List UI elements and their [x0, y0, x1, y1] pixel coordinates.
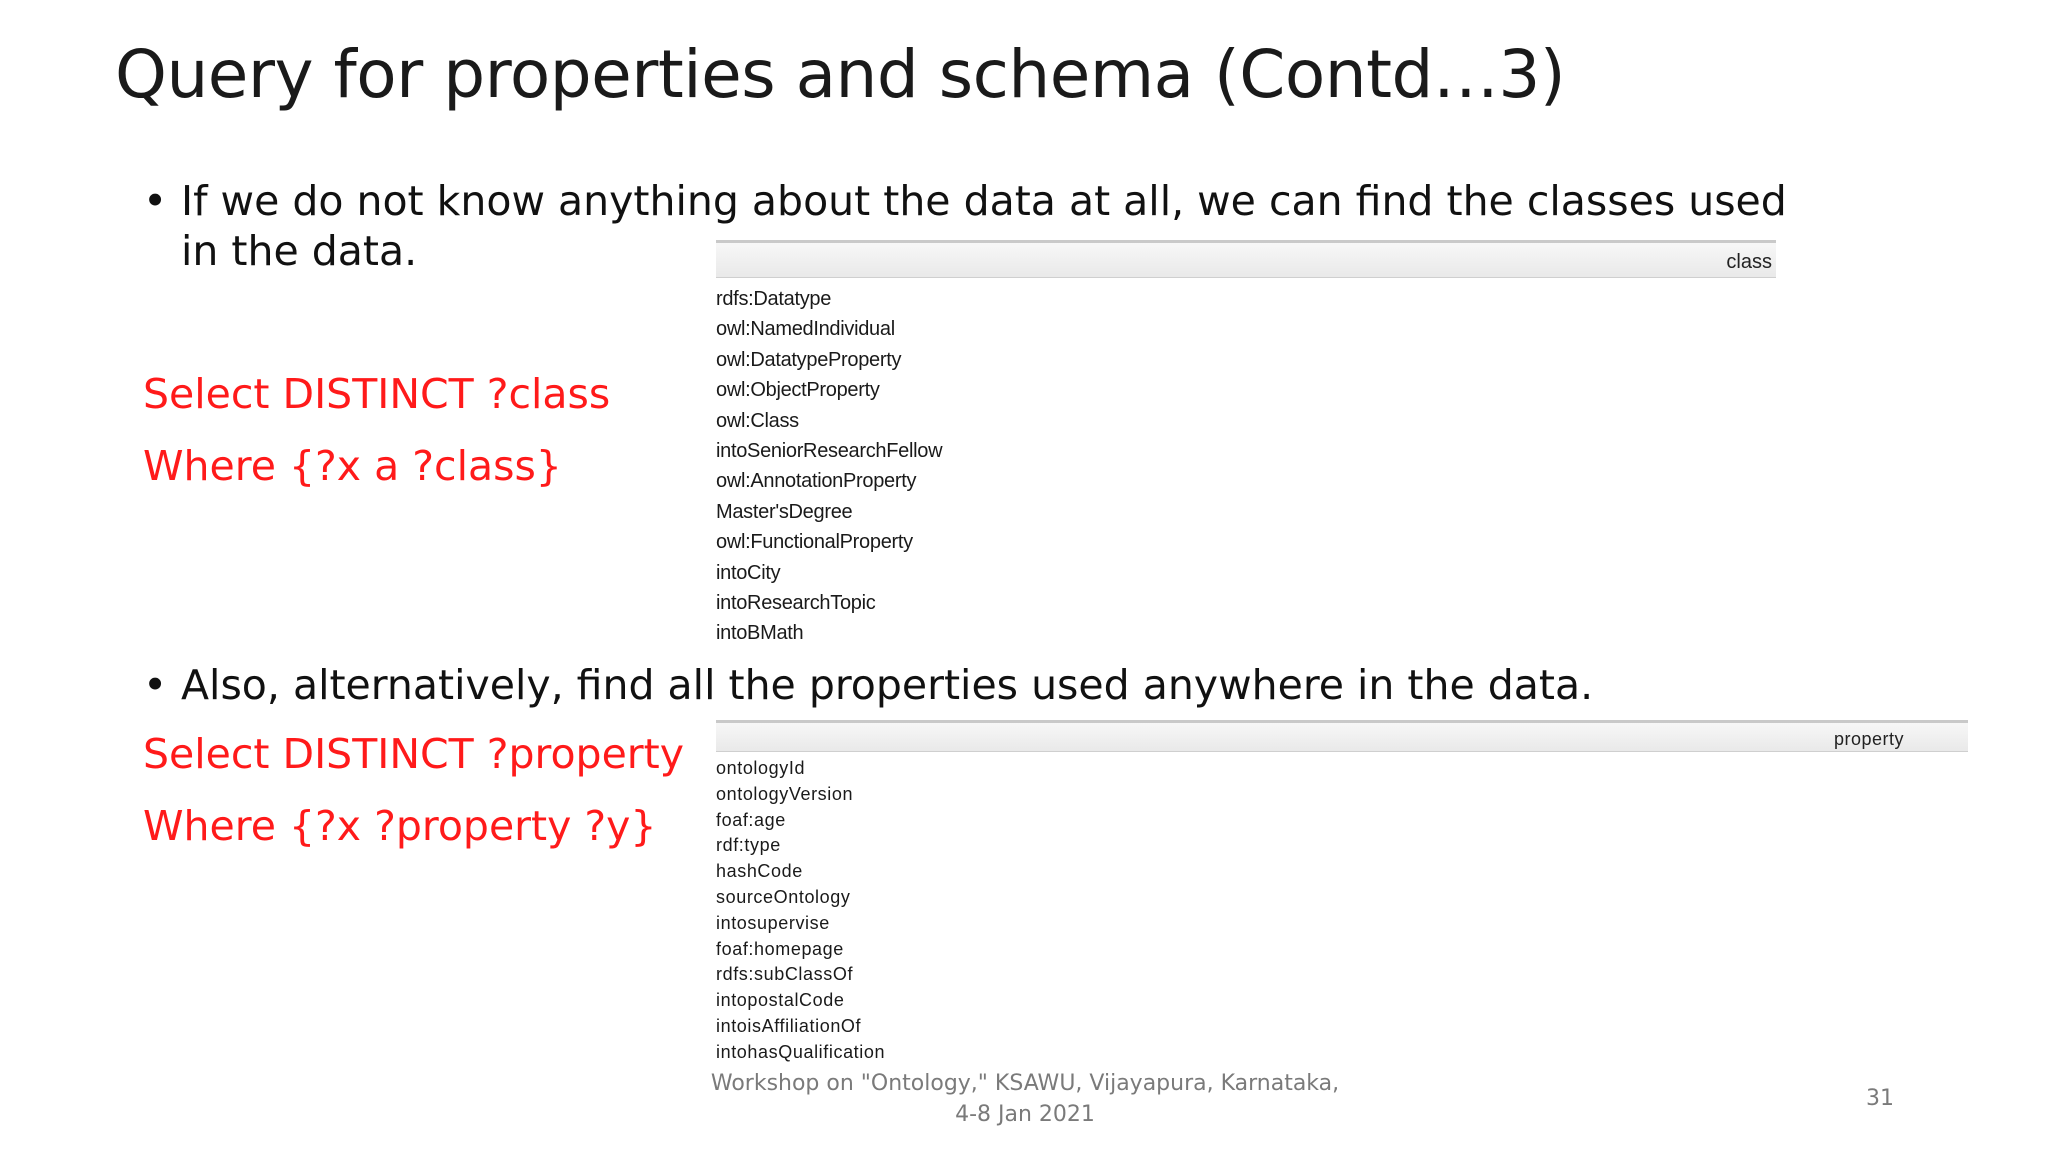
bullet-icon: • [143, 661, 168, 709]
bullet-icon: • [143, 177, 168, 225]
property-results-list [716, 756, 1968, 1066]
slide-footer: Workshop on "Ontology," KSAWU, Vijayapura, Karnataka, 4-8 Jan 2021 [710, 1071, 1340, 1127]
class-results-table [716, 240, 1776, 649]
result-row: ontologyVersion [716, 783, 854, 804]
result-row: rdfs:Datatype [716, 288, 832, 310]
bullet-properties [143, 660, 1803, 710]
result-row: intoResearchTopic [716, 591, 876, 614]
result-row: rdf:type [716, 835, 781, 856]
result-row: owl:FunctionalProperty [716, 531, 913, 554]
property-results-header: property [716, 720, 1968, 752]
result-row: ontologyId [716, 758, 806, 778]
query-class-select: Select DISTINCT ?class [143, 370, 611, 418]
result-row: rdfs:subClassOf [716, 964, 854, 985]
result-row: hashCode [716, 861, 803, 882]
result-row: foaf:homepage [716, 938, 844, 959]
bullet-text: If we do not know anything about the data at all, we can find the classes used in the data. [181, 177, 1787, 275]
result-row: foaf:age [716, 809, 786, 830]
page-number: 31 [1866, 1086, 1894, 1111]
property-results-table [716, 720, 1968, 1066]
result-row: intoBMath [716, 622, 804, 645]
result-row: owl:DatatypeProperty [716, 348, 902, 371]
class-results-header: class [716, 240, 1776, 278]
query-property-where: Where {?x ?property ?y} [143, 802, 657, 850]
result-row: intoisAffiliationOf [716, 1015, 862, 1036]
result-row: owl:AnnotationProperty [716, 470, 917, 493]
slide-title: Query for properties and schema (Contd…3) [115, 36, 1566, 113]
result-row: owl:Class [716, 409, 799, 432]
query-class-where: Where {?x a ?class} [143, 442, 562, 490]
result-row: owl:ObjectProperty [716, 379, 880, 402]
result-row: intopostalCode [716, 990, 845, 1011]
result-row: intosupervise [716, 912, 830, 933]
result-row: Master'sDegree [716, 500, 853, 523]
result-row: intohasQualification [716, 1041, 886, 1062]
query-property-select: Select DISTINCT ?property [143, 730, 684, 778]
result-row: sourceOntology [716, 886, 851, 907]
result-row: intoCity [716, 561, 781, 584]
bullet-text: Also, alternatively, find all the properties used anywhere in the data. [181, 661, 1594, 709]
result-row: intoSeniorResearchFellow [716, 439, 943, 462]
class-results-list [716, 284, 1776, 649]
result-row: owl:NamedIndividual [716, 318, 895, 341]
